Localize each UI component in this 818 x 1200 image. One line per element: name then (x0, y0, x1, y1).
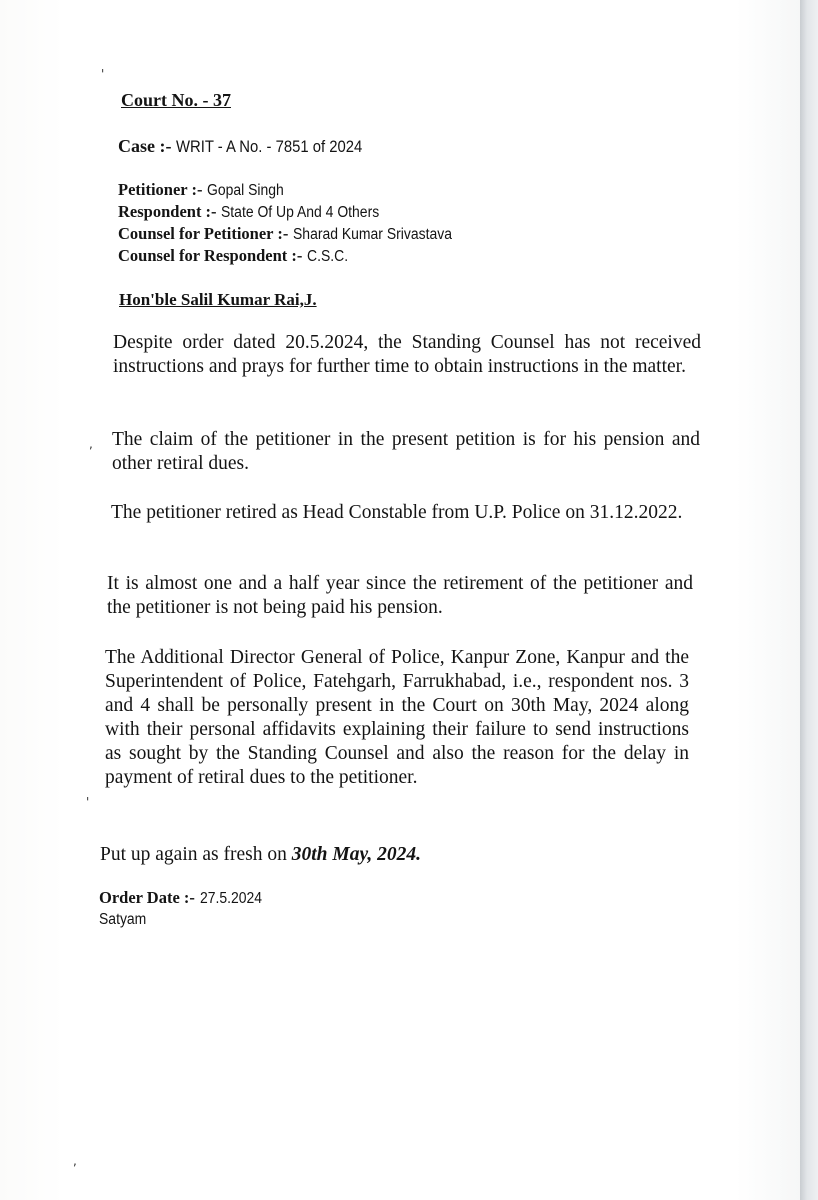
respondent-name: State Of Up And 4 Others (221, 204, 380, 221)
put-up-text: Put up again as fresh on (100, 844, 287, 865)
page-edge-shadow (800, 0, 818, 1200)
case-line (118, 134, 383, 159)
order-paragraph: The claim of the petitioner in the present petition is for his pension and other retiral dues. (112, 429, 700, 474)
respondent-label: Respondent :- (118, 202, 217, 221)
clerk-name: Satyam (99, 911, 147, 928)
put-up-line (100, 843, 421, 867)
put-up-date: 30th May, 2024. (291, 844, 422, 865)
counsel-petitioner-name: Sharad Kumar Srivastava (293, 226, 453, 243)
order-date-value: 27.5.2024 (199, 890, 262, 907)
counsel-respondent-name: C.S.C. (307, 248, 349, 265)
counsel-respondent-line (118, 244, 353, 269)
court-number: Court No. - 37 (121, 90, 231, 110)
petitioner-label: Petitioner :- (118, 180, 203, 199)
counsel-petitioner-label: Counsel for Petitioner :- (118, 224, 289, 243)
scan-mark: , (73, 1154, 77, 1168)
counsel-respondent-label: Counsel for Respondent :- (118, 246, 303, 265)
order-paragraph: The petitioner retired as Head Constable from U.P. Police on 31.12.2022. (111, 502, 683, 523)
case-label: Case :- (118, 136, 172, 156)
judge-name: Hon'ble Salil Kumar Rai,J. (119, 290, 317, 309)
order-date-label: Order Date :- (99, 888, 195, 907)
petitioner-name: Gopal Singh (207, 182, 284, 199)
order-paragraph: It is almost one and a half year since the retirement of the petitioner and the petitioner is not being paid his pension. (107, 573, 693, 618)
order-paragraph: Despite order dated 20.5.2024, the Standing Counsel has not received instructions and prays for further time to obtain instructions in the matter. (113, 332, 701, 377)
order-paragraph: The Additional Director General of Police, Kanpur Zone, Kanpur and the Superintendent of Police, Fatehgarh, Farrukhabad, i.e., respondent nos. 3 and 4 shall be personally present in the Court on 30th May, 2024 along with their personal affidavits explaining their failure to send instructions as sought by the Standing Counsel and also the reason for the delay in payment of retiral dues to the petitioner. (105, 647, 689, 788)
scan-mark: ' (86, 795, 90, 809)
case-number: WRIT - A No. - 7851 of 2024 (176, 138, 363, 156)
scan-mark: ' (101, 67, 105, 81)
scan-mark: , (89, 437, 93, 451)
